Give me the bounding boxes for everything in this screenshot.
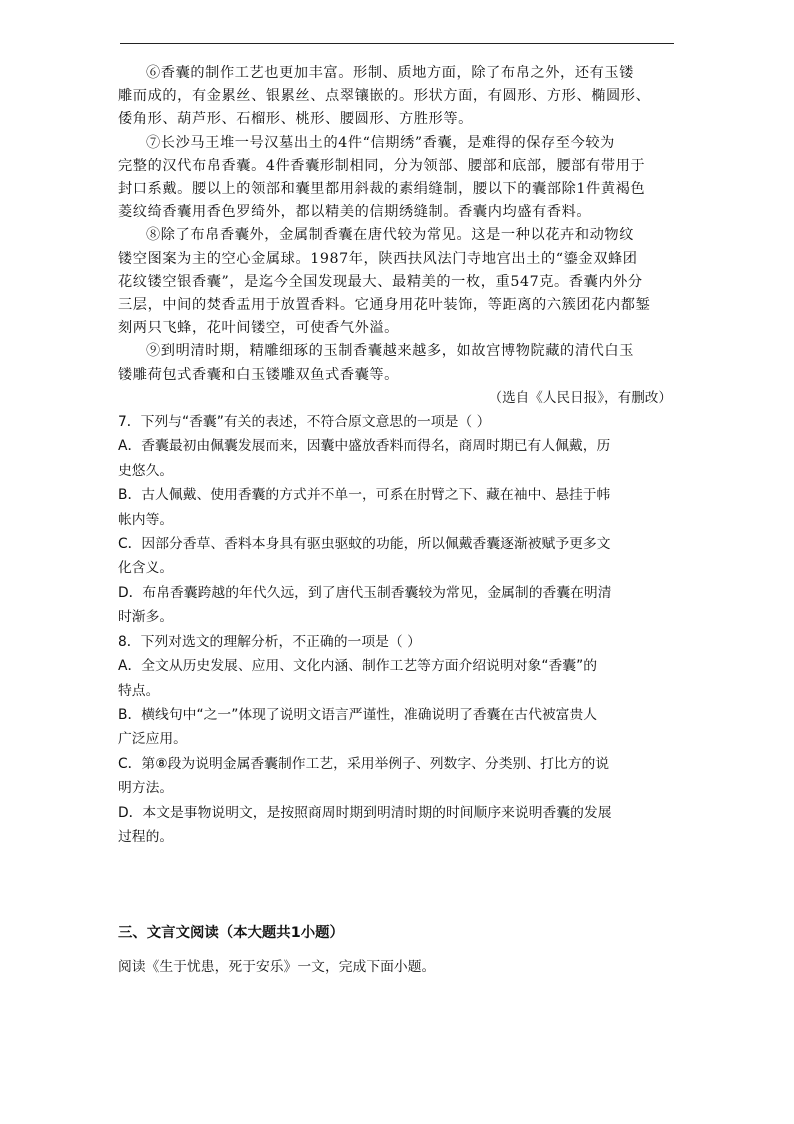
passage-source: （选自《人民日报》，有删改） <box>488 389 672 406</box>
option-line: A．香囊最初由佩囊发展而来，因囊中盛放香料而得名，商周时期已有人佩戴，历 <box>118 438 611 455</box>
paragraph-line: 花纹镂空银香囊”，是迄今全国发现最大、最精美的一枚，重547克。香囊内外分 <box>118 273 643 290</box>
option-line: 史悠久。 <box>118 462 174 479</box>
section-title: 三、文言文阅读（本大题共1小题） <box>118 925 344 941</box>
paragraph-line: 刻两只飞蜂，花叶间镂空，可使香气外溢。 <box>118 320 399 337</box>
paragraph-line: ⑦长沙马王堆一号汉墓出土的4件“信期绣”香囊，是难得的保存至今较为 <box>146 134 615 151</box>
option-line: 特点。 <box>118 682 160 699</box>
paragraph-9 <box>118 340 674 386</box>
question-7 <box>118 410 674 630</box>
option-line: 帐内等。 <box>118 511 174 528</box>
option-b <box>118 483 674 532</box>
paragraph-line: 雕而成的，有金累丝、银累丝、点翠镶嵌的。形状方面，有圆形、方形、椭圆形、 <box>118 88 651 105</box>
option-line: D．布帛香囊跨越的年代久远，到了唐代玉制香囊较为常见，金属制的香囊在明清 <box>118 584 612 601</box>
paragraph-line: ⑥香囊的制作工艺也更加丰富。形制、质地方面，除了布帛之外，还有玉镂 <box>146 65 634 81</box>
option-line: D．本文是事物说明文，是按照商周时期到明清时期的时间顺序来说明香囊的发展 <box>118 804 612 821</box>
option-a <box>118 654 674 703</box>
paragraph-line: 倭角形、葫芦形、石榴形、桃形、腰圆形、方胜形等。 <box>118 111 473 128</box>
question-8 <box>118 630 674 850</box>
question-stem: 7．下列与“香囊”有关的表述，不符合原文意思的一项是（ ） <box>118 414 491 431</box>
paragraph-line: 菱纹绮香囊用香色罗绮外，都以精美的信期绣缝制。香囊内均盛有香料。 <box>118 204 592 221</box>
header-rule <box>120 43 674 44</box>
option-a <box>118 434 674 483</box>
option-d <box>118 801 674 850</box>
paragraph-line: 封口系戴。腰以上的领部和囊里都用斜裁的素绢缝制，腰以下的囊部除1件黄褐色 <box>118 181 646 198</box>
paragraph-line: ⑨到明清时期，精雕细琢的玉制香囊越来越多，如故宫博物院藏的清代白玉 <box>146 343 634 360</box>
option-b <box>118 703 674 752</box>
option-line: C．第⑧段为说明金属香囊制作工艺，采用举例子、列数字、分类别、打比方的说 <box>118 755 610 772</box>
option-line: B．横线句中“之一”体现了说明文语言严谨性，准确说明了香囊在古代被富贵人 <box>118 706 598 723</box>
option-line: B．古人佩戴、使用香囊的方式并不单一，可系在肘臂之下、藏在袖中、悬挂于帏 <box>118 487 611 504</box>
option-line: 明方法。 <box>118 780 174 797</box>
paragraph-8 <box>118 224 674 340</box>
passage-content <box>118 62 674 849</box>
option-line: A．全文从历史发展、应用、文化内涵、制作工艺等方面介绍说明对象“香囊”的 <box>118 658 598 675</box>
question-stem: 8．下列对选文的理解分析，不正确的一项是（ ） <box>118 633 421 650</box>
paragraph-line: 三层，中间的焚香盂用于放置香料。它通身用花叶装饰，等距离的六簇团花内都錾 <box>118 297 651 314</box>
section-instruction: 阅读《生于忧患，死于安乐》一文，完成下面小题。 <box>118 959 436 975</box>
paragraph-line: 镂雕荷包式香囊和白玉镂雕双鱼式香囊等。 <box>118 366 399 383</box>
paragraph-line: 完整的汉代布帛香囊。4件香囊形制相同，分为领部、腰部和底部，腰部有带用于 <box>118 157 646 174</box>
paragraph-line: 镂空图案为主的空心金属球。1987年，陕西扶风法门寺地宫出土的“鎏金双蜂团 <box>118 250 638 267</box>
option-line: 过程的。 <box>118 828 174 845</box>
option-line: C．因部分香草、香料本身具有驱虫驱蚊的功能，所以佩戴香囊逐渐被赋予更多文 <box>118 536 611 553</box>
option-line: 时渐多。 <box>118 609 174 626</box>
option-line: 化含义。 <box>118 560 174 577</box>
option-d <box>118 581 674 630</box>
option-line: 广泛应用。 <box>118 731 187 748</box>
paragraph-7 <box>118 132 674 225</box>
paragraph-line: ⑧除了布帛香囊外，金属制香囊在唐代较为常见。这是一种以花卉和动物纹 <box>146 227 634 244</box>
option-c <box>118 752 674 801</box>
paragraph-6 <box>118 62 674 132</box>
option-c <box>118 532 674 581</box>
